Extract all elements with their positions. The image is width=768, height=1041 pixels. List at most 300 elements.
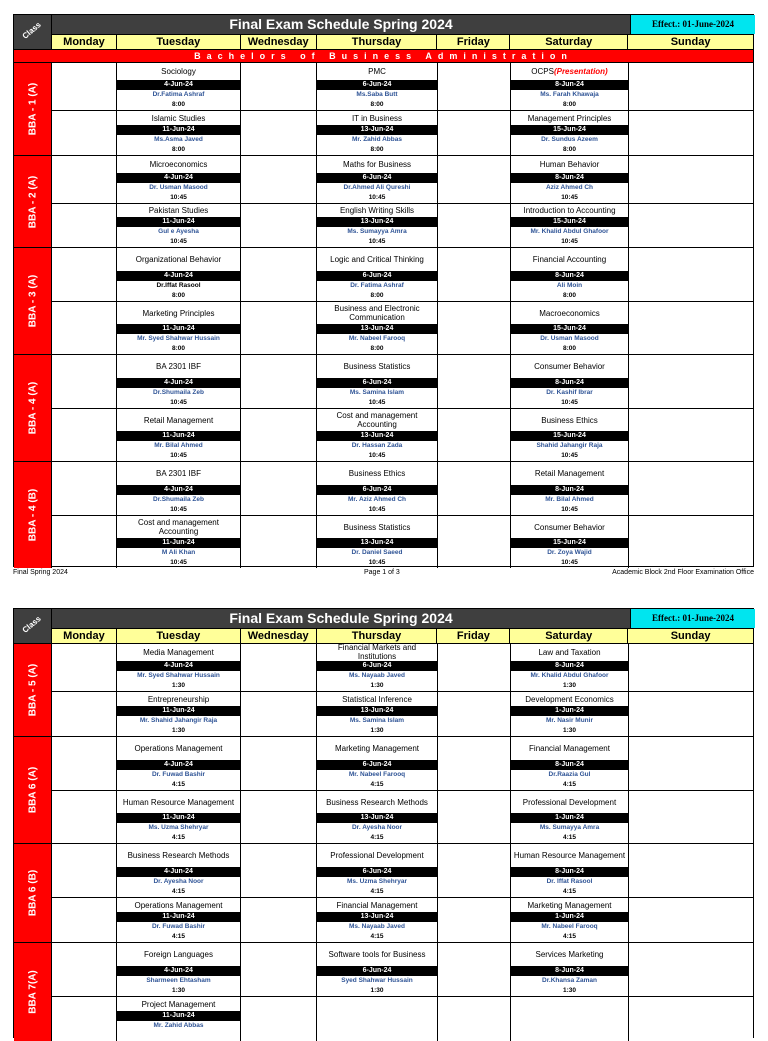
- exam-time: 10:45: [170, 399, 187, 406]
- exam-cell-wed: [241, 302, 317, 354]
- exam-teacher: Dr. Iffat Rasool: [546, 878, 593, 885]
- exam-subject: [511, 898, 628, 912]
- exam-teacher: Mr. Zahid Abbas: [153, 1022, 204, 1029]
- exam-date: 11-Jun-24: [117, 431, 240, 441]
- exam-teacher: Ms. Sumayya Amra: [539, 824, 600, 831]
- exam-teacher: Dr.Iffat Rasool: [156, 282, 201, 289]
- exam-subject-text: English Writing Skills: [339, 206, 415, 215]
- schedule-page-2: [13, 608, 754, 1038]
- day-header-monday: Monday: [52, 629, 117, 643]
- schedule-row: [52, 110, 754, 155]
- exam-date: 15-Jun-24: [511, 324, 628, 334]
- exam-date: 8-Jun-24: [511, 661, 628, 671]
- exam-teacher: Ms.Saba Butt: [356, 91, 398, 98]
- exam-subject-text: Foreign Languages: [144, 950, 213, 959]
- schedule-row: [52, 156, 754, 203]
- exam-time: 1:30: [171, 727, 185, 734]
- exam-subject: [317, 111, 437, 125]
- exam-subject: [117, 409, 240, 431]
- exam-time: 4:15: [562, 781, 576, 788]
- exam-cell-sun: [629, 516, 754, 568]
- exam-date: 15-Jun-24: [511, 125, 628, 135]
- exam-cell-tue: [117, 156, 241, 203]
- exam-time: 10:45: [561, 399, 578, 406]
- day-header-thursday: Thursday: [317, 35, 438, 49]
- footer-center: Page 1 of 3: [364, 569, 400, 576]
- exam-subject-text: Microeconomics: [149, 160, 208, 169]
- exam-date: 13-Jun-24: [317, 324, 437, 334]
- exam-cell-fri: [438, 462, 511, 515]
- exam-time: 8:00: [370, 101, 384, 108]
- class-rows: [52, 737, 754, 843]
- class-label: [14, 644, 52, 736]
- page-footer: [13, 569, 754, 581]
- exam-cell-mon: [52, 737, 117, 790]
- exam-teacher: Dr.Ahmed Ali Qureshi: [343, 184, 411, 191]
- exam-time: 4:15: [171, 781, 185, 788]
- class-label-text: BBA - 2 (A): [27, 175, 38, 228]
- exam-subject: [117, 355, 240, 378]
- exam-teacher: Mr. Bilal Ahmed: [545, 496, 594, 503]
- exam-subject: [511, 63, 628, 80]
- exam-date: 11-Jun-24: [117, 125, 240, 135]
- exam-subject: [317, 692, 437, 706]
- exam-subject-text: Consumer Behavior: [534, 522, 605, 532]
- exam-date: 6-Jun-24: [317, 867, 437, 877]
- exam-cell-tue: [117, 355, 241, 408]
- exam-teacher: Ms. Uzma Shehryar: [148, 824, 209, 831]
- exam-time: 10:45: [170, 238, 187, 245]
- class-label: [14, 844, 52, 942]
- exam-time: 1:30: [562, 682, 576, 689]
- exam-cell-sat: [511, 111, 629, 155]
- exam-subject: [117, 516, 240, 538]
- exam-subject: [317, 844, 437, 867]
- exam-cell-thu: [317, 355, 438, 408]
- exam-cell-thu: [317, 737, 438, 790]
- exam-cell-wed: [241, 204, 317, 247]
- exam-subject-note: (Presentation): [553, 67, 608, 76]
- exam-teacher: Dr.Fatima Ashraf: [152, 91, 205, 98]
- exam-subject-text: Professional Development: [330, 851, 424, 860]
- schedule-row: [52, 790, 754, 843]
- exam-subject: [511, 302, 628, 324]
- exam-time: 4:15: [171, 888, 185, 895]
- exam-subject-text: Business Research Methods: [127, 851, 230, 860]
- exam-time: [117, 1031, 240, 1041]
- exam-subject-text: Marketing Management: [334, 744, 420, 753]
- exam-time: 8:00: [370, 146, 384, 153]
- schedule-row: [52, 644, 754, 691]
- exam-cell-mon: [52, 844, 117, 897]
- exam-cell-tue: [117, 644, 241, 691]
- exam-cell-wed: [241, 737, 317, 790]
- exam-subject-text: Media Management: [143, 648, 214, 657]
- exam-teacher: Ali Moin: [556, 282, 583, 289]
- exam-date: 13-Jun-24: [317, 125, 437, 135]
- exam-subject-text: Business Ethics: [348, 469, 406, 478]
- exam-teacher: Mr. Nasir Munir: [546, 717, 593, 724]
- exam-cell-sun: [629, 997, 754, 1041]
- exam-cell-sat: [511, 248, 629, 301]
- exam-time: 10:45: [561, 194, 578, 201]
- exam-cell-tue: [117, 791, 241, 843]
- exam-cell-fri: [438, 302, 511, 354]
- exam-cell-wed: [241, 516, 317, 568]
- exam-cell-tue: [117, 63, 241, 110]
- exam-subject-text: Cost and management Accounting: [138, 518, 219, 536]
- exam-subject-text: Operations Management: [134, 744, 223, 753]
- exam-subject-text: Business Statistics: [343, 362, 411, 371]
- exam-teacher: Dr. Ayesha Noor: [153, 878, 204, 885]
- schedule-body: [14, 643, 753, 1041]
- exam-subject: [117, 692, 240, 706]
- exam-date: 1-Jun-24: [511, 813, 628, 823]
- exam-subject-text: OCPS: [531, 67, 554, 76]
- exam-subject-text: Financial Accounting: [532, 255, 607, 264]
- exam-cell-fri: [438, 156, 511, 203]
- exam-cell-mon: [52, 111, 117, 155]
- class-group: [14, 62, 753, 155]
- exam-cell-mon: [52, 355, 117, 408]
- exam-cell-sat: [511, 791, 629, 843]
- day-header-tuesday: Tuesday: [117, 629, 241, 643]
- day-header-saturday: Saturday: [510, 629, 628, 643]
- exam-teacher: Mr. Khalid Abdul Ghafoor: [530, 228, 609, 235]
- exam-teacher: Ms. Farah Khawaja: [540, 91, 599, 98]
- day-header-sunday: Sunday: [628, 629, 753, 643]
- exam-cell-tue: [117, 516, 241, 568]
- exam-cell-wed: [241, 791, 317, 843]
- exam-date: 13-Jun-24: [317, 706, 437, 716]
- exam-date: 4-Jun-24: [117, 867, 240, 877]
- schedule-row: [52, 301, 754, 354]
- class-label: [14, 737, 52, 843]
- schedule-row: [52, 737, 754, 790]
- exam-subject: [117, 898, 240, 912]
- exam-subject-text: Marketing Principles: [142, 308, 215, 318]
- exam-time: 4:15: [562, 834, 576, 841]
- schedule-row: [52, 248, 754, 301]
- exam-date: 11-Jun-24: [117, 912, 240, 922]
- exam-cell-fri: [438, 111, 511, 155]
- day-header-monday: Monday: [52, 35, 117, 49]
- exam-cell-thu: [317, 844, 438, 897]
- class-group: [14, 942, 753, 1041]
- exam-subject: [317, 156, 437, 173]
- exam-time: 10:45: [170, 559, 187, 566]
- exam-subject-text: Retail Management: [534, 469, 605, 478]
- exam-cell-tue: [117, 462, 241, 515]
- class-label-text: BBA 7(A): [27, 970, 38, 1014]
- class-rows: [52, 462, 754, 568]
- exam-subject: [317, 63, 437, 80]
- exam-time: 10:45: [170, 452, 187, 459]
- exam-teacher: Dr.Shumaila Zeb: [153, 496, 204, 503]
- exam-cell-tue: [117, 737, 241, 790]
- exam-teacher: Ms.Asma Javed: [154, 136, 203, 143]
- exam-cell-sun: [629, 462, 754, 515]
- exam-subject: [117, 844, 240, 867]
- exam-time: 10:45: [561, 452, 578, 459]
- exam-cell-sat: [511, 63, 629, 110]
- exam-subject: [317, 737, 437, 760]
- class-group: [14, 736, 753, 843]
- exam-cell-mon: [52, 462, 117, 515]
- class-group: [14, 643, 753, 736]
- class-label: [14, 248, 52, 354]
- day-header-wednesday: Wednesday: [241, 35, 317, 49]
- exam-subject-text: Introduction to Accounting: [523, 206, 616, 215]
- exam-teacher: Dr.Raazia Gul: [548, 771, 591, 778]
- class-label-text: BBA - 4 (B): [27, 488, 38, 542]
- exam-time: 4:15: [370, 781, 384, 788]
- exam-date: 4-Jun-24: [117, 661, 240, 671]
- class-rows: [52, 156, 754, 247]
- exam-date: 15-Jun-24: [511, 538, 628, 548]
- exam-teacher: Dr. Sundus Azeem: [541, 136, 598, 143]
- day-header-row: [52, 628, 753, 643]
- exam-subject-text: Financial Markets and Institutions: [337, 644, 417, 661]
- exam-time: 4:15: [562, 933, 576, 940]
- exam-subject-text: PMC: [368, 67, 386, 76]
- exam-cell-sun: [629, 898, 754, 942]
- exam-subject-text: Law and Taxation: [538, 648, 601, 657]
- exam-date: 4-Jun-24: [117, 173, 240, 183]
- exam-cell-wed: [241, 63, 317, 110]
- exam-teacher: Dr. Hassan Zada: [351, 442, 403, 449]
- exam-subject-text: Business and Electronic Communication: [334, 304, 420, 322]
- exam-time: 1:30: [370, 987, 384, 994]
- exam-teacher: Ms. Nayaab Javed: [348, 672, 405, 679]
- exam-cell-thu: [317, 516, 438, 568]
- exam-time: 10:45: [368, 559, 386, 566]
- exam-cell-wed: [241, 156, 317, 203]
- exam-teacher: Ms. Samina Islam: [349, 717, 405, 724]
- schedule-page-1: [13, 14, 754, 567]
- exam-date: 13-Jun-24: [317, 538, 437, 548]
- class-label: [14, 355, 52, 461]
- class-label: [14, 462, 52, 568]
- exam-time: 1:30: [171, 987, 185, 994]
- schedule-body: [14, 62, 753, 568]
- schedule-row: [52, 844, 754, 897]
- exam-subject: [511, 156, 628, 173]
- class-group: [14, 461, 753, 568]
- exam-date: 11-Jun-24: [117, 217, 240, 227]
- exam-subject-text: Organizational Behavior: [135, 255, 222, 264]
- exam-cell-wed: [241, 111, 317, 155]
- exam-cell-sun: [629, 204, 754, 247]
- exam-teacher: Dr. Ayesha Noor: [351, 824, 403, 831]
- exam-subject: [511, 248, 628, 271]
- exam-cell-sat: [511, 204, 629, 247]
- exam-subject: [511, 737, 628, 760]
- exam-subject: [117, 644, 240, 661]
- exam-cell-tue: [117, 898, 241, 942]
- footer-right: Academic Block 2nd Floor Examination Office: [612, 569, 754, 576]
- schedule-row: [52, 408, 754, 461]
- exam-date: 6-Jun-24: [317, 80, 437, 90]
- schedule-row: [52, 355, 754, 408]
- exam-subject: [317, 516, 437, 538]
- exam-cell-mon: [52, 204, 117, 247]
- exam-subject: [317, 898, 437, 912]
- class-corner-label: Class: [20, 20, 43, 41]
- exam-date: 8-Jun-24: [511, 966, 628, 976]
- schedule-header: [14, 15, 753, 49]
- exam-date: 11-Jun-24: [117, 538, 240, 548]
- exam-subject-text: Operations Management: [134, 900, 223, 910]
- exam-time: 10:45: [170, 506, 187, 513]
- exam-cell-fri: [438, 204, 511, 247]
- exam-cell-thu: [317, 156, 438, 203]
- exam-date: 6-Jun-24: [317, 271, 437, 281]
- exam-teacher: Dr.Khansa Zaman: [542, 977, 597, 984]
- exam-time: 1:30: [171, 682, 185, 689]
- class-rows: [52, 355, 754, 461]
- class-rows: [52, 644, 754, 736]
- exam-subject: [317, 355, 437, 378]
- exam-subject-text: Marketing Management: [527, 900, 612, 910]
- exam-cell-sat: [511, 692, 629, 736]
- exam-subject-text: Pakistan Studies: [148, 206, 209, 215]
- exam-subject: [117, 791, 240, 813]
- exam-teacher: Ms. Samina Islam: [349, 389, 405, 396]
- exam-teacher: M Ali Khan: [161, 549, 196, 556]
- class-rows: [52, 844, 754, 942]
- exam-subject: [511, 204, 628, 217]
- exam-cell-sat: [511, 844, 629, 897]
- exam-cell-mon: [52, 898, 117, 942]
- exam-teacher: Ms. Sumayya Amra: [347, 228, 407, 235]
- page-title: Final Exam Schedule Spring 2024: [52, 15, 630, 34]
- exam-time: 4:15: [370, 834, 384, 841]
- exam-cell-mon: [52, 516, 117, 568]
- exam-cell-thu: [317, 791, 438, 843]
- exam-time: 4:15: [171, 933, 185, 940]
- exam-cell-thu: [317, 409, 438, 461]
- exam-time: 8:00: [562, 345, 576, 352]
- exam-date: 4-Jun-24: [117, 760, 240, 770]
- class-group: [14, 155, 753, 247]
- day-header-friday: Friday: [437, 35, 510, 49]
- exam-cell-thu: [317, 692, 438, 736]
- exam-cell-sat: [511, 462, 629, 515]
- exam-time: 10:45: [170, 194, 187, 201]
- effective-date: Effect.: 01-June-2024: [630, 15, 755, 34]
- exam-subject-text: Services Marketing: [535, 950, 604, 959]
- exam-date: 11-Jun-24: [117, 324, 240, 334]
- exam-date: 11-Jun-24: [117, 1011, 240, 1021]
- exam-time: 10:45: [368, 452, 386, 459]
- exam-cell-mon: [52, 156, 117, 203]
- exam-cell-sat: [511, 156, 629, 203]
- exam-subject-text: BA 2301 IBF: [156, 362, 201, 371]
- class-label: [14, 943, 52, 1041]
- exam-teacher: Dr. Usman Masood: [540, 335, 599, 342]
- exam-time: 8:00: [171, 101, 185, 108]
- schedule-row: [52, 943, 754, 996]
- exam-teacher: Mr. Nabeel Farooq: [348, 771, 406, 778]
- exam-subject: [117, 204, 240, 217]
- class-label: [14, 63, 52, 155]
- exam-teacher: Mr. Zahid Abbas: [352, 136, 402, 143]
- exam-cell-sun: [629, 737, 754, 790]
- exam-cell-tue: [117, 204, 241, 247]
- exam-subject: [511, 943, 628, 966]
- exam-teacher: Shahid Jahangir Raja: [536, 442, 603, 449]
- class-label-text: BBA - 4 (A): [27, 381, 38, 435]
- day-header-saturday: Saturday: [510, 35, 628, 49]
- exam-time: 8:00: [370, 345, 384, 352]
- exam-teacher: Mr. Nabeel Farooq: [348, 335, 406, 342]
- exam-cell-sun: [629, 248, 754, 301]
- class-group: [14, 354, 753, 461]
- class-group: [14, 843, 753, 942]
- exam-date: 6-Jun-24: [317, 966, 437, 976]
- exam-subject: [117, 111, 240, 125]
- day-header-row: [52, 34, 753, 49]
- exam-teacher: Mr. Nabeel Farooq: [541, 923, 598, 930]
- exam-subject: [117, 997, 240, 1011]
- exam-subject: [511, 644, 628, 661]
- exam-cell-sat: [511, 997, 629, 1041]
- exam-subject-text: Entrepreneurship: [147, 694, 210, 704]
- exam-subject: [317, 644, 437, 661]
- class-rows: [52, 248, 754, 354]
- exam-subject-text: Financial Management: [529, 744, 610, 753]
- exam-subject-text: Maths for Business: [342, 160, 412, 169]
- exam-date: 15-Jun-24: [511, 217, 628, 227]
- exam-cell-thu: [317, 204, 438, 247]
- class-label-text: BBA 6 (A): [27, 766, 38, 814]
- exam-cell-thu: [317, 997, 438, 1041]
- exam-subject: [511, 516, 628, 538]
- exam-time: 8:00: [370, 292, 384, 299]
- exam-teacher: Dr. Fatima Ashraf: [350, 282, 404, 289]
- exam-subject-text: BA 2301 IBF: [156, 469, 201, 478]
- exam-subject: [117, 943, 240, 966]
- exam-cell-tue: [117, 997, 241, 1041]
- schedule-row: [52, 996, 754, 1041]
- exam-subject-text: Human Resource Management: [122, 797, 235, 807]
- exam-cell-wed: [241, 692, 317, 736]
- exam-cell-fri: [438, 737, 511, 790]
- exam-cell-mon: [52, 997, 117, 1041]
- exam-cell-thu: [317, 302, 438, 354]
- exam-subject-text: Human Resource Management: [513, 851, 626, 860]
- exam-cell-fri: [438, 355, 511, 408]
- exam-teacher: Mr. Shahid Jahangir Raja: [139, 717, 218, 724]
- exam-teacher: Aziz Ahmed Ch: [545, 184, 594, 191]
- exam-cell-thu: [317, 248, 438, 301]
- exam-subject: [317, 943, 437, 966]
- exam-subject-text: Islamic Studies: [151, 113, 206, 123]
- exam-date: 8-Jun-24: [511, 867, 628, 877]
- class-corner: [14, 15, 52, 49]
- exam-subject: [511, 692, 628, 706]
- class-corner: [14, 609, 52, 643]
- exam-cell-fri: [438, 791, 511, 843]
- exam-cell-tue: [117, 409, 241, 461]
- exam-cell-sun: [629, 644, 754, 691]
- exam-cell-fri: [438, 898, 511, 942]
- exam-date: 8-Jun-24: [511, 80, 628, 90]
- exam-subject: [117, 63, 240, 80]
- exam-teacher: Mr. Aziz Ahmed Ch: [347, 496, 407, 503]
- exam-cell-mon: [52, 63, 117, 110]
